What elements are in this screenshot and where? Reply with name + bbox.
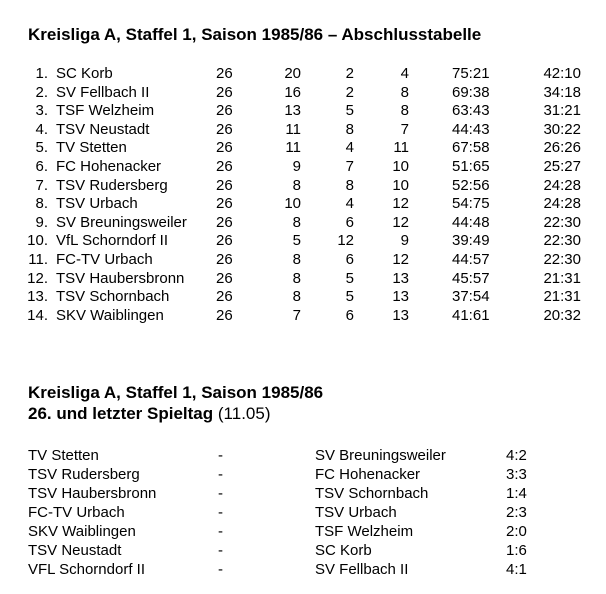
cell-pts: 25:27 <box>543 158 581 175</box>
cell-pts: 24:28 <box>543 195 581 213</box>
match-row <box>0 484 606 503</box>
match-home: TSV Neustadt <box>28 542 122 559</box>
cell-team: TSV Urbach <box>56 195 138 213</box>
cell-games: 26 <box>216 288 233 306</box>
cell-games: 26 <box>216 195 233 213</box>
cell-d: 7 <box>345 158 354 175</box>
match-row <box>0 522 606 541</box>
cell-team: SV Breuningsweiler <box>56 213 187 231</box>
cell-team: VfL Schorndorf II <box>56 232 169 250</box>
cell-goals: 39:49 <box>452 232 490 250</box>
cell-w: 10 <box>284 195 301 213</box>
cell-pts: 22:30 <box>543 232 581 250</box>
cell-goals: 44:48 <box>452 213 490 231</box>
cell-w: 8 <box>292 213 301 231</box>
table-row <box>0 231 606 250</box>
match-away: SV Breuningsweiler <box>315 447 446 464</box>
match-sep: - <box>218 561 223 578</box>
match-away: FC Hohenacker <box>315 466 421 483</box>
cell-d: 6 <box>345 306 354 324</box>
cell-goals: 69:38 <box>452 83 490 101</box>
cell-pts: 21:31 <box>543 288 581 306</box>
cell-rank: 12. <box>27 269 48 287</box>
match-result: 4:1 <box>506 561 527 578</box>
cell-rank: 13. <box>27 288 48 306</box>
cell-l: 13 <box>392 288 409 306</box>
match-away: TSV Schornbach <box>315 485 429 502</box>
cell-games: 26 <box>216 120 233 138</box>
cell-pts: 21:31 <box>543 269 581 287</box>
cell-rank: 3. <box>35 102 48 120</box>
cell-goals: 41:61 <box>452 306 490 324</box>
match-result: 3:3 <box>506 466 527 483</box>
match-sep: - <box>218 447 223 464</box>
cell-pts: 24:28 <box>543 176 581 194</box>
cell-pts: 20:32 <box>543 306 581 324</box>
cell-team: FC-TV Urbach <box>56 251 153 268</box>
cell-l: 10 <box>392 176 409 194</box>
cell-l: 12 <box>392 213 409 231</box>
cell-goals: 52:56 <box>452 176 490 194</box>
cell-l: 11 <box>393 139 409 157</box>
cell-l: 13 <box>392 269 409 287</box>
cell-pts: 42:10 <box>543 65 581 82</box>
round-subtitle: 26. und letzter Spieltag (11.05) <box>28 404 271 423</box>
cell-games: 26 <box>216 251 233 268</box>
cell-games: 26 <box>216 232 233 250</box>
cell-d: 6 <box>345 213 354 231</box>
cell-d: 8 <box>345 120 354 138</box>
match-home: FC-TV Urbach <box>28 504 125 521</box>
cell-games: 26 <box>216 306 233 324</box>
cell-l: 8 <box>400 83 409 101</box>
cell-w: 8 <box>292 251 301 268</box>
cell-pts: 22:30 <box>543 251 581 268</box>
match-sep: - <box>218 542 223 559</box>
cell-w: 13 <box>284 102 301 120</box>
table-row <box>0 287 606 306</box>
cell-w: 7 <box>292 306 301 324</box>
match-home: SKV Waiblingen <box>28 523 136 540</box>
cell-d: 4 <box>345 139 354 157</box>
cell-pts: 22:30 <box>543 213 581 231</box>
match-result: 2:3 <box>506 504 527 521</box>
cell-team: FC Hohenacker <box>56 158 162 175</box>
cell-games: 26 <box>216 176 233 194</box>
cell-l: 7 <box>400 120 409 138</box>
cell-games: 26 <box>216 213 233 231</box>
cell-d: 8 <box>345 176 354 194</box>
match-row <box>0 446 606 465</box>
match-sep: - <box>218 504 223 521</box>
cell-goals: 44:57 <box>452 251 490 268</box>
match-away: SV Fellbach II <box>315 561 409 578</box>
cell-goals: 54:75 <box>452 195 490 213</box>
match-away: SC Korb <box>315 542 372 559</box>
cell-games: 26 <box>216 139 233 157</box>
table-row <box>0 64 606 83</box>
table-row <box>0 120 606 139</box>
cell-goals: 75:21 <box>452 65 490 82</box>
cell-rank: 10. <box>27 232 48 250</box>
cell-d: 5 <box>345 102 354 120</box>
match-result: 4:2 <box>506 447 527 464</box>
table-row <box>0 213 606 232</box>
cell-rank: 9. <box>35 213 48 231</box>
cell-games: 26 <box>216 83 233 101</box>
cell-games: 26 <box>216 158 233 175</box>
cell-pts: 34:18 <box>543 83 581 101</box>
cell-l: 12 <box>392 251 409 268</box>
table-row <box>0 176 606 195</box>
match-away: TSV Urbach <box>315 504 397 521</box>
table-row <box>0 138 606 157</box>
table-row <box>0 157 606 176</box>
cell-rank: 1. <box>35 65 48 82</box>
match-row <box>0 541 606 560</box>
cell-rank: 2. <box>35 83 48 101</box>
cell-w: 8 <box>292 288 301 306</box>
match-row <box>0 560 606 579</box>
match-sep: - <box>218 485 223 502</box>
cell-games: 26 <box>216 102 233 120</box>
cell-w: 8 <box>292 269 301 287</box>
cell-d: 5 <box>345 288 354 306</box>
match-result: 1:4 <box>506 485 527 502</box>
cell-d: 6 <box>345 251 354 268</box>
cell-rank: 11. <box>28 251 48 268</box>
cell-l: 12 <box>392 195 409 213</box>
table-row <box>0 194 606 213</box>
cell-d: 4 <box>345 195 354 213</box>
table-row <box>0 83 606 102</box>
cell-team: TSV Neustadt <box>56 120 150 138</box>
cell-goals: 44:43 <box>452 120 490 138</box>
cell-w: 8 <box>292 176 301 194</box>
cell-pts: 26:26 <box>543 139 581 157</box>
cell-rank: 4. <box>35 120 48 138</box>
cell-team: SV Fellbach II <box>56 83 150 101</box>
cell-d: 12 <box>337 232 354 250</box>
cell-team: SC Korb <box>56 65 113 82</box>
cell-w: 16 <box>284 83 301 101</box>
cell-games: 26 <box>216 65 233 82</box>
round-title: Kreisliga A, Staffel 1, Saison 1985/86 <box>28 383 324 402</box>
cell-rank: 6. <box>35 158 48 175</box>
cell-l: 9 <box>400 232 409 250</box>
table-row <box>0 306 606 325</box>
cell-w: 20 <box>284 65 301 82</box>
cell-d: 2 <box>345 83 354 101</box>
cell-w: 11 <box>285 139 301 157</box>
table-title: Kreisliga A, Staffel 1, Saison 1985/86 – Abschlusstabelle <box>28 25 482 44</box>
match-row <box>0 465 606 484</box>
cell-w: 9 <box>292 158 301 175</box>
match-home: VFL Schorndorf II <box>28 561 145 578</box>
cell-l: 10 <box>392 158 409 175</box>
cell-team: TSF Welzheim <box>56 102 155 120</box>
match-home: TV Stetten <box>28 447 99 464</box>
table-row <box>0 250 606 269</box>
cell-goals: 67:58 <box>452 139 490 157</box>
cell-w: 5 <box>292 232 301 250</box>
match-away: TSF Welzheim <box>315 523 414 540</box>
cell-goals: 63:43 <box>452 102 490 120</box>
cell-team: TSV Haubersbronn <box>56 269 185 287</box>
cell-rank: 7. <box>35 176 48 194</box>
cell-games: 26 <box>216 269 233 287</box>
match-sep: - <box>218 523 223 540</box>
match-home: TSV Rudersberg <box>28 466 140 483</box>
cell-d: 2 <box>345 65 354 82</box>
cell-rank: 8. <box>35 195 48 213</box>
cell-l: 8 <box>400 102 409 120</box>
cell-l: 13 <box>392 306 409 324</box>
cell-l: 4 <box>400 65 409 82</box>
cell-goals: 45:57 <box>452 269 490 287</box>
match-home: TSV Haubersbronn <box>28 485 157 502</box>
cell-team: TSV Schornbach <box>56 288 170 306</box>
match-row <box>0 503 606 522</box>
cell-pts: 31:21 <box>543 102 581 120</box>
cell-goals: 51:65 <box>452 158 490 175</box>
match-result: 2:0 <box>506 523 527 540</box>
cell-rank: 14. <box>27 306 48 324</box>
cell-team: TV Stetten <box>56 139 127 157</box>
cell-rank: 5. <box>35 139 48 157</box>
cell-goals: 37:54 <box>452 288 490 306</box>
round-date: (11.05) <box>213 404 271 423</box>
table-row <box>0 269 606 288</box>
match-result: 1:6 <box>506 542 527 559</box>
cell-team: TSV Rudersberg <box>56 176 168 194</box>
cell-w: 11 <box>285 120 301 138</box>
cell-pts: 30:22 <box>543 120 581 138</box>
cell-d: 5 <box>345 269 354 287</box>
table-row <box>0 101 606 120</box>
cell-team: SKV Waiblingen <box>56 306 164 324</box>
match-sep: - <box>218 466 223 483</box>
